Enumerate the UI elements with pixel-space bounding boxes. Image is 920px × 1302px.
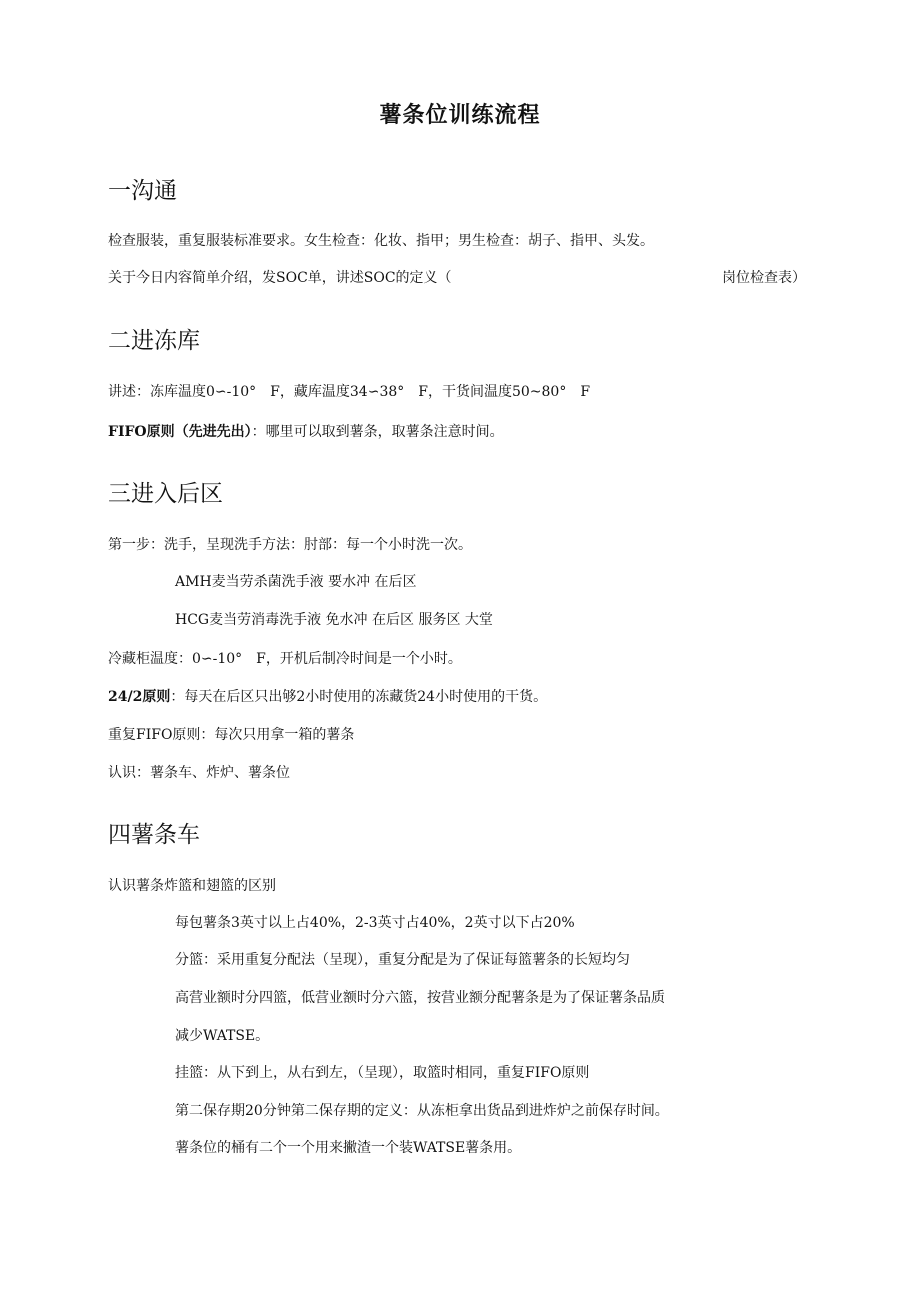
paragraph-line: 高营业额时分四篮，低营业额时分六篮，按营业额分配薯条是为了保证薯条品质	[175, 990, 665, 1006]
paragraph-line: AMH麦当劳杀菌洗手液 要水冲 在后区	[175, 574, 417, 590]
paragraph-line: HCG麦当劳消毒洗手液 免水冲 在后区 服务区 大堂	[175, 612, 493, 628]
section-heading-communication: 一沟通	[108, 178, 177, 204]
paragraph-line: 关于今日内容简单介绍，发SOC单，讲述SOC的定义（	[108, 270, 452, 286]
rule-line	[108, 688, 547, 706]
paragraph-line: 重复FIFO原则：每次只用拿一箱的薯条	[108, 727, 355, 743]
paragraph-note: 岗位检查表）	[722, 270, 806, 286]
section-heading-freezer: 二进冻库	[108, 328, 200, 354]
paragraph-line: 检查服装，重复服装标准要求。女生检查：化妆、指甲；男生检查：胡子、指甲、头发。	[108, 233, 654, 249]
paragraph-line: 第一步：洗手，呈现洗手方法：肘部：每一个小时洗一次。	[108, 537, 472, 553]
section-heading-fry-cart: 四薯条车	[108, 822, 200, 848]
paragraph-line: 减少WATSE。	[175, 1028, 270, 1044]
rule-description: ：每天在后区只出够2小时使用的冻藏货24小时使用的干货。	[170, 689, 548, 705]
paragraph-line: 挂篮：从下到上，从右到左，（呈现），取篮时相同，重复FIFO原则	[175, 1065, 590, 1081]
fifo-description: ：哪里可以取到薯条，取薯条注意时间。	[251, 424, 504, 440]
paragraph-line: 分篮：采用重复分配法（呈现），重复分配是为了保证每篮薯条的长短均匀	[175, 952, 630, 968]
rule-term: 24/2原则	[108, 689, 171, 705]
paragraph-line: 认识：薯条车、炸炉、薯条位	[108, 765, 290, 781]
paragraph-line: 讲述：冻库温度0∽-10° F，藏库温度34∽38° F，干货间温度50~80° F	[108, 384, 591, 400]
section-heading-back-area: 三进入后区	[108, 481, 223, 507]
fifo-line	[108, 423, 504, 441]
paragraph-line: 薯条位的桶有二个一个用来撇渣一个装WATSE薯条用。	[175, 1140, 522, 1156]
fifo-term: FIFO原则（先进先出）	[108, 424, 252, 440]
page-title: 薯条位训练流程	[379, 103, 541, 128]
paragraph-line: 冷藏柜温度：0∽-10° F，开机后制冷时间是一个小时。	[108, 651, 462, 667]
paragraph-line: 认识薯条炸篮和翅篮的区别	[108, 878, 276, 894]
paragraph-line: 每包薯条3英寸以上占40%，2-3英寸占40%，2英寸以下占20%	[175, 915, 575, 931]
paragraph-line: 第二保存期20分钟第二保存期的定义：从冻柜拿出货品到进炸炉之前保存时间。	[175, 1103, 669, 1119]
